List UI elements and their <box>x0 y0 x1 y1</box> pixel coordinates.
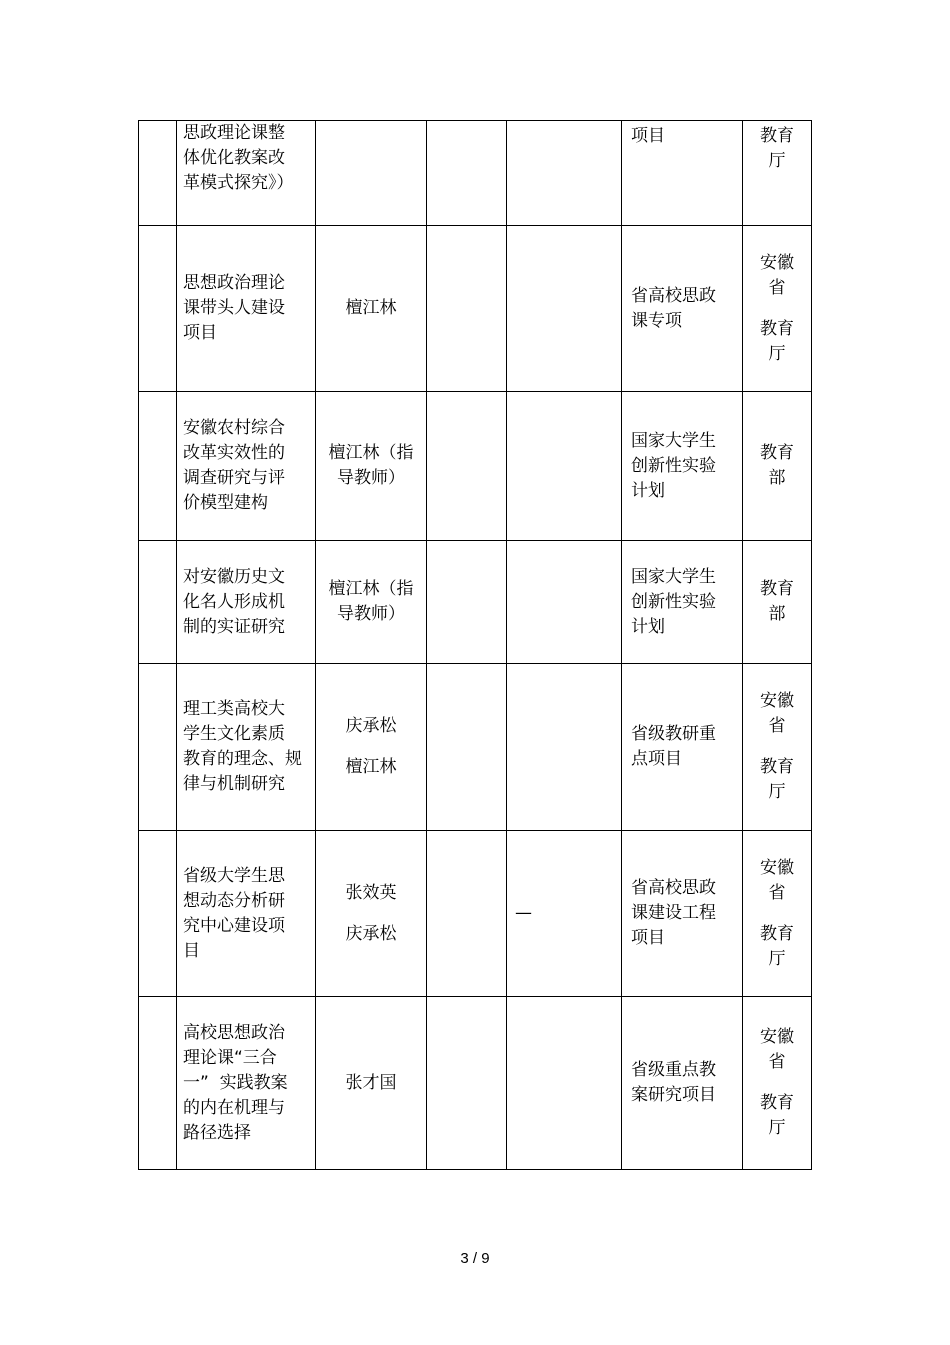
department-line: 教育 <box>760 579 794 599</box>
index-cell <box>139 121 177 226</box>
empty-cell <box>427 226 507 392</box>
person-cell <box>316 226 427 392</box>
department-line: 省 <box>768 1052 786 1072</box>
project-type-line: 省级重点教 <box>631 1060 716 1080</box>
project-name-cell <box>177 831 316 997</box>
department-cell <box>743 541 812 664</box>
project-type-line: 省级教研重 <box>631 724 716 744</box>
person-name: 导教师） <box>337 468 405 488</box>
project-type-line: 计划 <box>631 480 665 501</box>
department-line: 部 <box>768 468 786 488</box>
project-type-cell <box>622 226 743 392</box>
project-name-cell <box>177 997 316 1170</box>
project-type-cell <box>622 392 743 541</box>
person-name: 庆承松 <box>345 716 397 736</box>
project-type-cell <box>622 664 743 831</box>
empty-cell <box>427 831 507 997</box>
index-cell <box>139 392 177 541</box>
person-name: 张才国 <box>345 1072 397 1093</box>
department-line: 省 <box>768 882 786 903</box>
dash-mark: — <box>515 903 532 923</box>
project-name-line: 课带头人建设 <box>183 298 285 318</box>
department-line: 教育 <box>760 443 794 463</box>
project-type-line: 省高校思政 <box>631 878 716 898</box>
project-name-line: 价模型建构 <box>183 493 268 513</box>
project-name-line: 省级大学生思 <box>183 865 285 886</box>
project-type-line: 创新性实验 <box>631 455 716 476</box>
project-name-line: 教育的理念、规 <box>183 749 302 769</box>
person-cell <box>316 664 427 831</box>
department-line: 安徽 <box>760 1027 794 1047</box>
empty-cell <box>427 121 507 226</box>
person-cell <box>316 997 427 1170</box>
table-row <box>139 541 812 664</box>
department-line: 教育 <box>760 126 794 146</box>
table-row <box>139 664 812 831</box>
empty-cell <box>427 392 507 541</box>
department-line: 省 <box>768 277 786 298</box>
department-line: 省 <box>768 716 786 736</box>
person-cell <box>316 831 427 997</box>
project-type-cell <box>622 997 743 1170</box>
project-type-line: 课建设工程 <box>631 903 716 923</box>
project-name-cell <box>177 541 316 664</box>
project-name-line: 律与机制研究 <box>183 774 285 794</box>
index-cell <box>139 997 177 1170</box>
person-name: 庆承松 <box>345 923 397 944</box>
index-cell <box>139 226 177 392</box>
person-cell <box>316 121 427 226</box>
person-name: 导教师） <box>337 604 405 624</box>
project-name-line: 理论课“三合 <box>183 1047 277 1068</box>
department-line: 教育 <box>760 757 794 777</box>
department-line: 部 <box>768 604 786 624</box>
project-type-line: 项目 <box>631 126 665 146</box>
empty-cell <box>507 392 622 541</box>
page-indicator: 3 / 9 <box>460 1250 490 1267</box>
dash-cell <box>507 831 622 997</box>
table-row <box>139 392 812 541</box>
empty-cell <box>427 541 507 664</box>
project-table <box>138 120 812 1170</box>
department-line: 教育 <box>760 1093 794 1113</box>
project-name-line: 改革实效性的 <box>183 443 285 463</box>
project-name-line: 高校思想政治 <box>183 1022 285 1043</box>
project-name-line: 的内在机理与 <box>183 1097 285 1118</box>
project-name-line: 安徽农村综合 <box>183 418 285 438</box>
project-name-line: 一” 实践教案 <box>183 1072 288 1093</box>
project-name-line: 革模式探究》） <box>183 173 294 193</box>
person-name: 檀江林（指 <box>328 579 414 599</box>
department-line: 厅 <box>768 948 786 969</box>
person-name: 檀江林 <box>345 757 397 777</box>
person-name: 檀江林（指 <box>328 443 414 463</box>
department-cell <box>743 226 812 392</box>
project-name-line: 思政理论课整 <box>183 123 285 143</box>
department-cell <box>743 392 812 541</box>
project-name-line: 路径选择 <box>183 1122 251 1143</box>
department-line: 厅 <box>768 151 786 171</box>
person-name: 檀江林 <box>345 298 397 318</box>
index-cell <box>139 831 177 997</box>
project-type-line: 案研究项目 <box>631 1085 716 1105</box>
project-name-line: 目 <box>183 940 200 961</box>
department-line: 厅 <box>768 782 786 802</box>
person-cell <box>316 392 427 541</box>
department-line: 厅 <box>768 1118 786 1138</box>
empty-cell <box>507 997 622 1170</box>
project-type-cell <box>622 541 743 664</box>
project-type-line: 国家大学生 <box>631 430 716 451</box>
department-line: 安徽 <box>760 691 794 711</box>
empty-cell <box>507 121 622 226</box>
table-row <box>139 831 812 997</box>
department-cell <box>743 997 812 1170</box>
project-type-line: 创新性实验 <box>631 591 716 612</box>
project-name-line: 思想政治理论 <box>183 273 285 293</box>
project-name-line: 想动态分析研 <box>183 890 285 911</box>
department-cell <box>743 121 812 226</box>
project-name-line: 学生文化素质 <box>183 724 285 744</box>
project-name-cell <box>177 226 316 392</box>
project-name-line: 化名人形成机 <box>183 591 285 612</box>
project-name-line: 制的实证研究 <box>183 616 285 637</box>
department-line: 教育 <box>760 923 794 944</box>
project-type-line: 省高校思政 <box>631 285 716 306</box>
empty-cell <box>507 226 622 392</box>
department-line: 安徽 <box>760 252 794 273</box>
project-type-cell <box>622 831 743 997</box>
project-name-line: 究中心建设项 <box>183 915 285 936</box>
project-type-line: 项目 <box>631 928 665 948</box>
project-type-line: 计划 <box>631 616 665 637</box>
department-cell <box>743 831 812 997</box>
project-name-line: 调查研究与评 <box>183 468 285 488</box>
table-row <box>139 997 812 1170</box>
project-type-line: 课专项 <box>631 310 682 331</box>
department-cell <box>743 664 812 831</box>
project-name-cell <box>177 121 316 226</box>
project-name-line: 项目 <box>183 323 217 343</box>
project-type-line: 国家大学生 <box>631 566 716 587</box>
empty-cell <box>427 997 507 1170</box>
index-cell <box>139 541 177 664</box>
project-name-line: 体优化教案改 <box>183 148 285 168</box>
empty-cell <box>427 664 507 831</box>
person-cell <box>316 541 427 664</box>
project-type-line: 点项目 <box>631 749 682 769</box>
department-line: 厅 <box>768 343 786 364</box>
table-row <box>139 121 812 226</box>
department-line: 教育 <box>760 318 794 339</box>
project-type-cell <box>622 121 743 226</box>
department-line: 安徽 <box>760 857 794 878</box>
index-cell <box>139 664 177 831</box>
project-name-cell <box>177 392 316 541</box>
project-name-cell <box>177 664 316 831</box>
empty-cell <box>507 541 622 664</box>
project-name-line: 理工类高校大 <box>183 699 285 719</box>
person-name: 张效英 <box>345 882 397 903</box>
empty-cell <box>507 664 622 831</box>
project-name-line: 对安徽历史文 <box>183 566 285 587</box>
table-row <box>139 226 812 392</box>
